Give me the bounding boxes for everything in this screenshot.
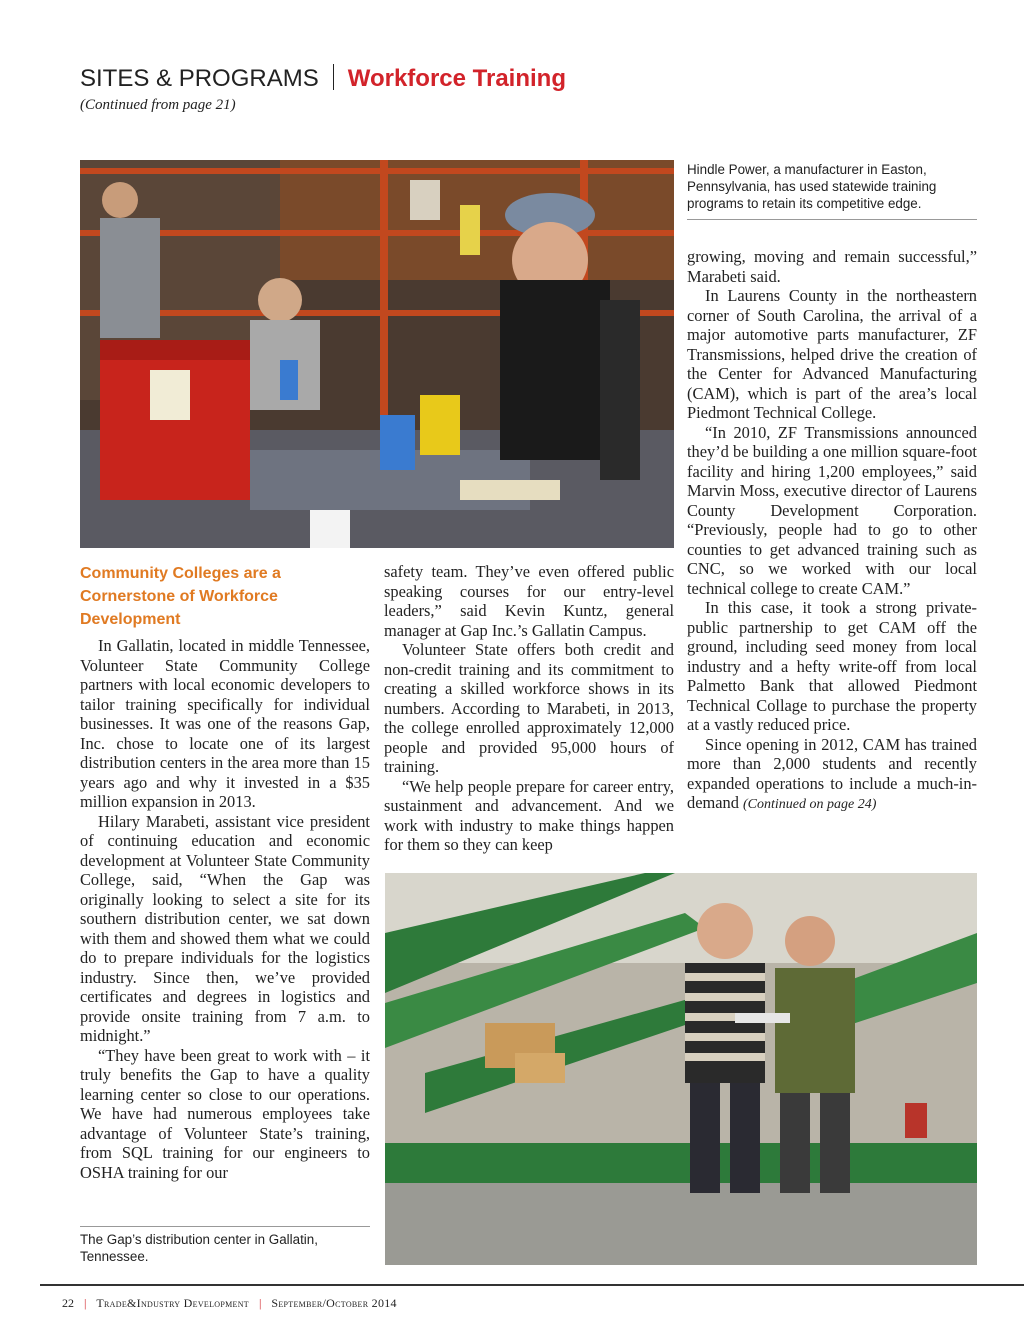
paragraph: In Gallatin, located in middle Tennessee, Volunteer State Community College partners with local economic developers to tailor training specifically for individual businesses. It was one of the reasons Gap, Inc. chose to locate one of its largest distribution centers in the area more than 15 years ago and why it invested in a $35 million expansion in 2013. bbox=[80, 636, 370, 811]
caption-divider bbox=[687, 219, 977, 220]
paragraph: Volunteer State offers both credit and non-credit training and its commitment to creating a skilled workforce shows in its numbers. According to Marabeti, in 2013, the college enrolled approximately 12,000 people and provided 95,000 hours of training. bbox=[384, 640, 674, 776]
footer-separator: | bbox=[84, 1296, 87, 1310]
caption-divider bbox=[80, 1226, 370, 1227]
paragraph: safety team. They’ve even offered public speaking courses for our entry-level leaders,” said Kevin Kuntz, general manager at Gap Inc.’s Gallatin Campus. bbox=[384, 562, 674, 640]
paragraph bbox=[687, 735, 977, 815]
paragraph: “We help people prepare for career entry, sustainment and advancement. And we work with industry to make things happen for them so they can keep bbox=[384, 776, 674, 854]
distribution-center-photo-caption: The Gap’s distribution center in Gallatin, Tennessee. bbox=[80, 1232, 318, 1264]
section-header bbox=[80, 64, 566, 93]
paragraph: In Laurens County in the northeastern corner of South Carolina, the arrival of a major automotive parts manufacturer, ZF Transmissions, helped drive the creation of the Center for Advanced Manufacturing (CAM), which is part of the area’s local Piedmont Technical College. bbox=[687, 286, 977, 422]
publication-name: Trade&Industry Development bbox=[96, 1296, 249, 1310]
paragraph: growing, moving and remain successful,” Marabeti said. bbox=[687, 247, 977, 286]
workshop-photo bbox=[80, 160, 674, 548]
page-footer bbox=[62, 1296, 397, 1311]
paragraph: In this case, it took a strong private-public partnership to get CAM off the ground, including seed money from local industry and a hefty write-off from local Palmetto Bank that allowed Piedmont Technical Collage to purchase the property at a vastly reduced price. bbox=[687, 598, 977, 734]
distribution-center-photo bbox=[385, 873, 977, 1265]
article-column-2 bbox=[384, 562, 674, 855]
continued-from-note: (Continued from page 21) bbox=[80, 97, 236, 113]
paragraph: “In 2010, ZF Transmissions announced they’d be building a one million square-foot facility and hiring 1,200 employees,” said Marvin Moss, executive director of Laurens County Development Corporation. “Previously, people had to go to other counties to get advanced training such as CNC, so we worked with our local technical college to create CAM.” bbox=[687, 422, 977, 598]
page-number: 22 bbox=[62, 1296, 74, 1310]
article-column-1 bbox=[80, 636, 370, 1182]
footer-separator: | bbox=[258, 1296, 262, 1310]
section-topic: Workforce Training bbox=[347, 65, 566, 92]
issue-date: September/October 2014 bbox=[271, 1296, 397, 1310]
footer-rule bbox=[40, 1284, 1024, 1286]
paragraph-text: Since opening in 2012, CAM has trained more than 2,000 students and recently expanded operations to include a much-in-demand bbox=[687, 734, 977, 812]
header-divider bbox=[333, 64, 334, 90]
paragraph: “They have been great to work with – it truly benefits the Gap to have a quality learning center so close to our operations. We have had numerous employees take advantage of Volunteer State’s training, from SQL training for our engineers to OSHA training for our bbox=[80, 1045, 370, 1182]
article-subhead: Community Colleges are a Cornerstone of Workforce Development bbox=[80, 565, 281, 628]
continued-on-note: (Continued on page 24) bbox=[743, 797, 877, 812]
section-label: SITES & PROGRAMS bbox=[80, 65, 319, 92]
paragraph: Hilary Marabeti, assistant vice president of continuing education and economic development at Volunteer State Community College, said, “When the Gap was originally looking to select a site for its southern distribution center, we sat down with them and showed them what we could do to prepare individuals for the logistics industry. Since then, we’ve provided certificates and degrees in logistics and provide onsite training from 7 a.m. to midnight.” bbox=[80, 811, 370, 1045]
workshop-photo-caption: Hindle Power, a manufacturer in Easton, Pennsylvania, has used statewide training programs to retain its competitive edge. bbox=[687, 162, 937, 211]
article-column-3 bbox=[687, 247, 977, 815]
